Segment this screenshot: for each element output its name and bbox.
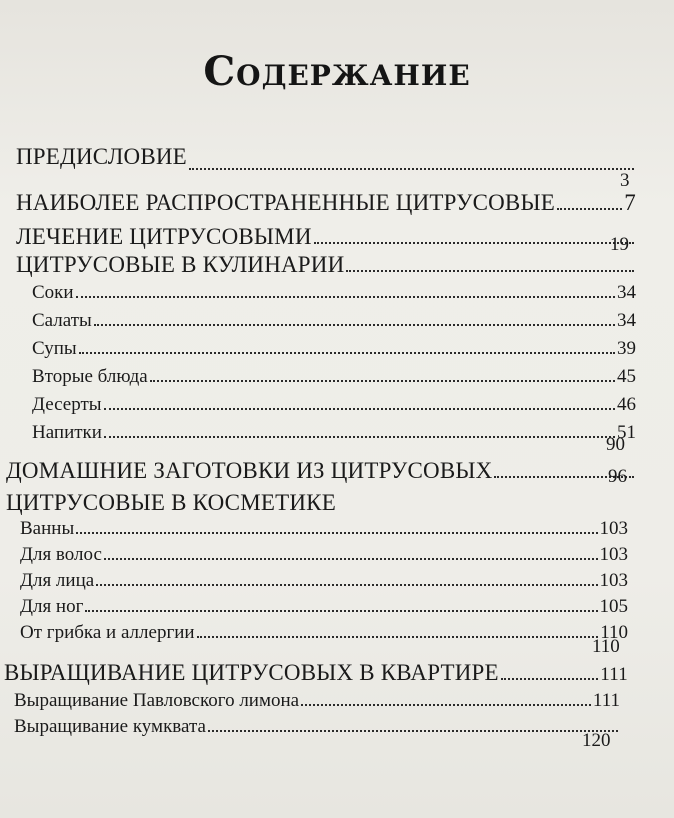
dot-leader	[197, 635, 599, 638]
dot-leader	[150, 379, 615, 382]
toc-entry-label: Вторые блюда	[32, 366, 148, 387]
dot-leader	[557, 207, 622, 210]
toc-page-number: 111	[600, 664, 628, 685]
toc-page-number: 120	[582, 730, 611, 751]
toc-entry-label: От грибка и аллергии	[20, 622, 195, 643]
toc-entry-label: Для лица	[20, 570, 95, 591]
dot-leader	[189, 167, 634, 170]
toc-entry-label: НАИБОЛЕЕ РАСПРОСТРАНЕННЫЕ ЦИТРУСОВЫЕ	[16, 190, 555, 215]
toc-page-number: 111	[592, 690, 620, 711]
dot-leader	[94, 323, 615, 326]
dot-leader	[76, 295, 615, 298]
toc-entry-label: ПРЕДИСЛОВИЕ	[16, 144, 187, 169]
toc-page-number: 96	[608, 466, 627, 487]
toc-entry-label: Выращивание Павловского лимона	[14, 690, 300, 711]
dot-leader	[104, 435, 615, 438]
dot-leader	[79, 351, 615, 354]
toc-entry-common-citrus	[16, 184, 636, 216]
dot-leader	[104, 407, 615, 410]
dot-leader	[314, 241, 634, 244]
toc-entry-label: Соки	[32, 282, 74, 303]
toc-entry-label: Для ног	[20, 596, 84, 617]
toc-entry-label: ЦИТРУСОВЫЕ В КОСМЕТИКЕ	[6, 490, 336, 515]
toc-entry-fungus-allergy	[20, 612, 628, 644]
toc-page-number: 34	[617, 282, 636, 303]
toc-entry-label: ДОМАШНИЕ ЗАГОТОВКИ ИЗ ЦИТРУСОВЫХ	[6, 458, 493, 483]
dot-leader	[208, 729, 618, 732]
toc-entry-drinks	[32, 412, 636, 444]
toc-page-number: 45	[617, 366, 636, 387]
toc-entry-preserves	[6, 452, 636, 484]
toc-page-number: 19	[610, 234, 629, 255]
toc-page-number: 46	[617, 394, 636, 415]
page-title: Содержание	[203, 48, 471, 95]
toc-page-number: 34	[617, 310, 636, 331]
toc-entry-label: ВЫРАЩИВАНИЕ ЦИТРУСОВЫХ В КВАРТИРЕ	[4, 660, 499, 685]
toc-entry-label: Десерты	[32, 394, 102, 415]
toc-entry-label: ЛЕЧЕНИЕ ЦИТРУСОВЫМИ	[16, 224, 312, 249]
toc-entry-label: ЦИТРУСОВЫЕ В КУЛИНАРИИ	[16, 252, 345, 277]
toc-entry-label: Салаты	[32, 310, 92, 331]
toc-entry-label: Ванны	[20, 518, 75, 539]
toc-page-number: 110	[600, 622, 628, 643]
toc-entry-label: Супы	[32, 338, 77, 359]
toc-page-number: 103	[599, 518, 628, 539]
toc-entry-label: Выращивание кумквата	[14, 716, 206, 737]
toc-page-number: 103	[599, 544, 628, 565]
toc-entry-label: Напитки	[32, 422, 102, 443]
toc-entry-kumquat	[14, 706, 620, 738]
toc-entry-label: Для волос	[20, 544, 102, 565]
toc-page-number: 110	[592, 636, 620, 657]
toc-page-number: 90	[606, 434, 625, 455]
toc-page-number: 39	[617, 338, 636, 359]
toc-page-number: 3	[620, 170, 630, 191]
toc-entry-preface	[16, 138, 636, 170]
toc-page-number: 51	[617, 422, 636, 443]
toc-page-number: 105	[599, 596, 628, 617]
toc-page-number: 103	[599, 570, 628, 591]
toc-page-number: 7	[624, 190, 636, 215]
